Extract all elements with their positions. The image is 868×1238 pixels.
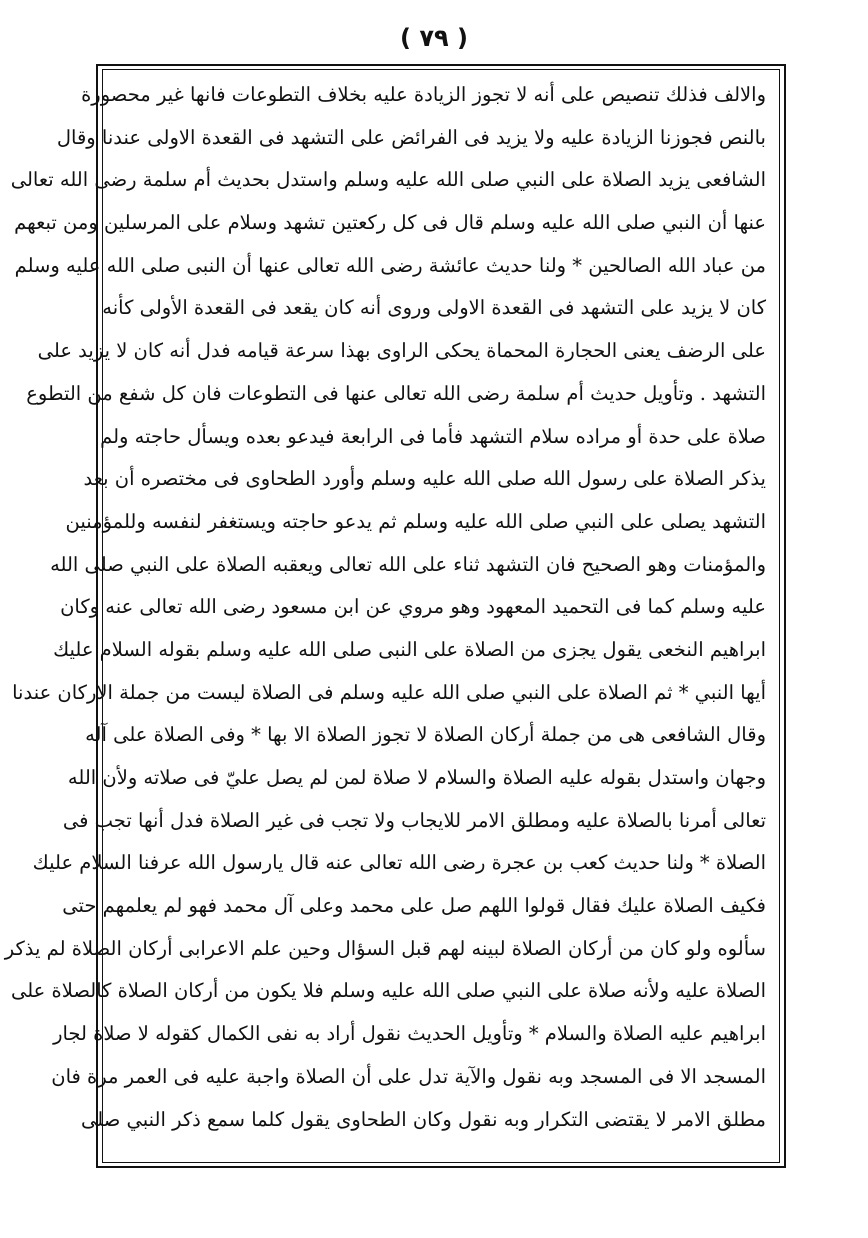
text-line: التشهد يصلى على النبي صلى الله عليه وسلم ثم يدعو حاجته ويستغفر لنفسه وللمؤمنين [65, 509, 766, 533]
text-line: الصلاة عليه ولأنه صلاة على النبي صلى الله عليه وسلم فلا يكون من أركان الصلاة كالصلاة على [10, 979, 766, 1003]
text-line: من عباد الله الصالحين * ولنا حديث عائشة رضى الله تعالى عنها أن النبى صلى الله عليه وسلم [14, 253, 766, 277]
text-line: على الرضف يعنى الحجارة المحماة يحكى الراوى بهذا سرعة قيامه فدل أنه كان لا يزيد على [37, 339, 766, 363]
text-line: التشهد . وتأويل حديث أم سلمة رضى الله تعالى عنها فى التطوعات فان كل شفع من التطوع [26, 381, 766, 405]
text-line: يذكر الصلاة على رسول الله صلى الله عليه وسلم وأورد الطحاوى فى مختصره أن بعد [83, 467, 766, 491]
text-line: سألوه ولو كان من أركان الصلاة لبينه لهم قبل السؤال وحين علم الاعرابى أركان الصلاة لم يذكر [4, 936, 766, 960]
text-line: فكيف الصلاة عليك فقال قولوا اللهم صل على محمد وعلى آل محمد فهو لم يعلمهم حتى [62, 894, 766, 918]
text-line: المسجد الا فى المسجد وبه نقول والآية تدل على أن الصلاة واجبة عليه فى العمر مرة فان [51, 1064, 766, 1088]
text-line: الصلاة * ولنا حديث كعب بن عجرة رضى الله تعالى عنه قال يارسول الله عرفنا السلام عليك [32, 851, 766, 875]
text-line: مطلق الامر لا يقتضى التكرار وبه نقول وكان الطحاوى يقول كلما سمع ذكر النبي صلى [81, 1107, 766, 1131]
text-line: الشافعى يزيد الصلاة على النبي صلى الله عليه وسلم واستدل بحديث أم سلمة رضى الله تعالى [10, 168, 766, 192]
text-line: عليه وسلم كما فى التحميد المعهود وهو مروي عن ابن مسعود رضى الله تعالى عنه وكان [60, 595, 766, 619]
text-line: ابراهيم عليه الصلاة والسلام * وتأويل الحديث نقول أراد به نفى الكمال كقوله لا صلاة لجار [53, 1022, 766, 1046]
text-line: ابراهيم النخعى يقول يجزى من الصلاة على النبى صلى الله عليه وسلم بقوله السلام عليك [53, 637, 766, 661]
text-line: بالنص فجوزنا الزيادة عليه ولا يزيد فى الفرائض على التشهد فى القعدة الاولى عندنا وقال [56, 125, 766, 149]
text-line: والمؤمنات وهو الصحيح فان التشهد ثناء على الله تعالى ويعقبه الصلاة على النبي صلى الله [50, 552, 766, 576]
page-number: ( ٧٩ ) [400, 24, 468, 52]
text-line: وجهان واستدل بقوله عليه الصلاة والسلام لا صلاة لمن لم يصل عليّ فى صلاته ولأن الله [67, 766, 766, 789]
text-line: وقال الشافعى هى من جملة أركان الصلاة لا تجوز الصلاة الا بها * وفى الصلاة على آله [85, 723, 766, 747]
body-text [4, 74, 766, 1158]
text-line: أيها النبي * ثم الصلاة على النبي صلى الله عليه وسلم فى الصلاة ليست من جملة الاركان عندنا [12, 680, 766, 704]
text-line: تعالى أمرنا بالصلاة عليه ومطلق الامر للايجاب ولا تجب فى غير الصلاة فدل أنها تجب فى [62, 808, 766, 832]
text-line: والالف فذلك تنصيص على أنه لا تجوز الزيادة عليه بخلاف التطوعات فانها غير محصورة [81, 83, 766, 106]
text-line: صلاة على حدة أو مراده سلام التشهد فأما فى الرابعة فيدعو بعده ويسأل حاجته ولم [100, 424, 766, 448]
text-line: كان لا يزيد على التشهد فى القعدة الاولى وروى أنه كان يقعد فى القعدة الأولى كأنه [102, 296, 766, 320]
text-line: عنها أن النبي صلى الله عليه وسلم قال فى كل ركعتين تشهد وسلام على المرسلين ومن تبعهم [14, 211, 766, 235]
